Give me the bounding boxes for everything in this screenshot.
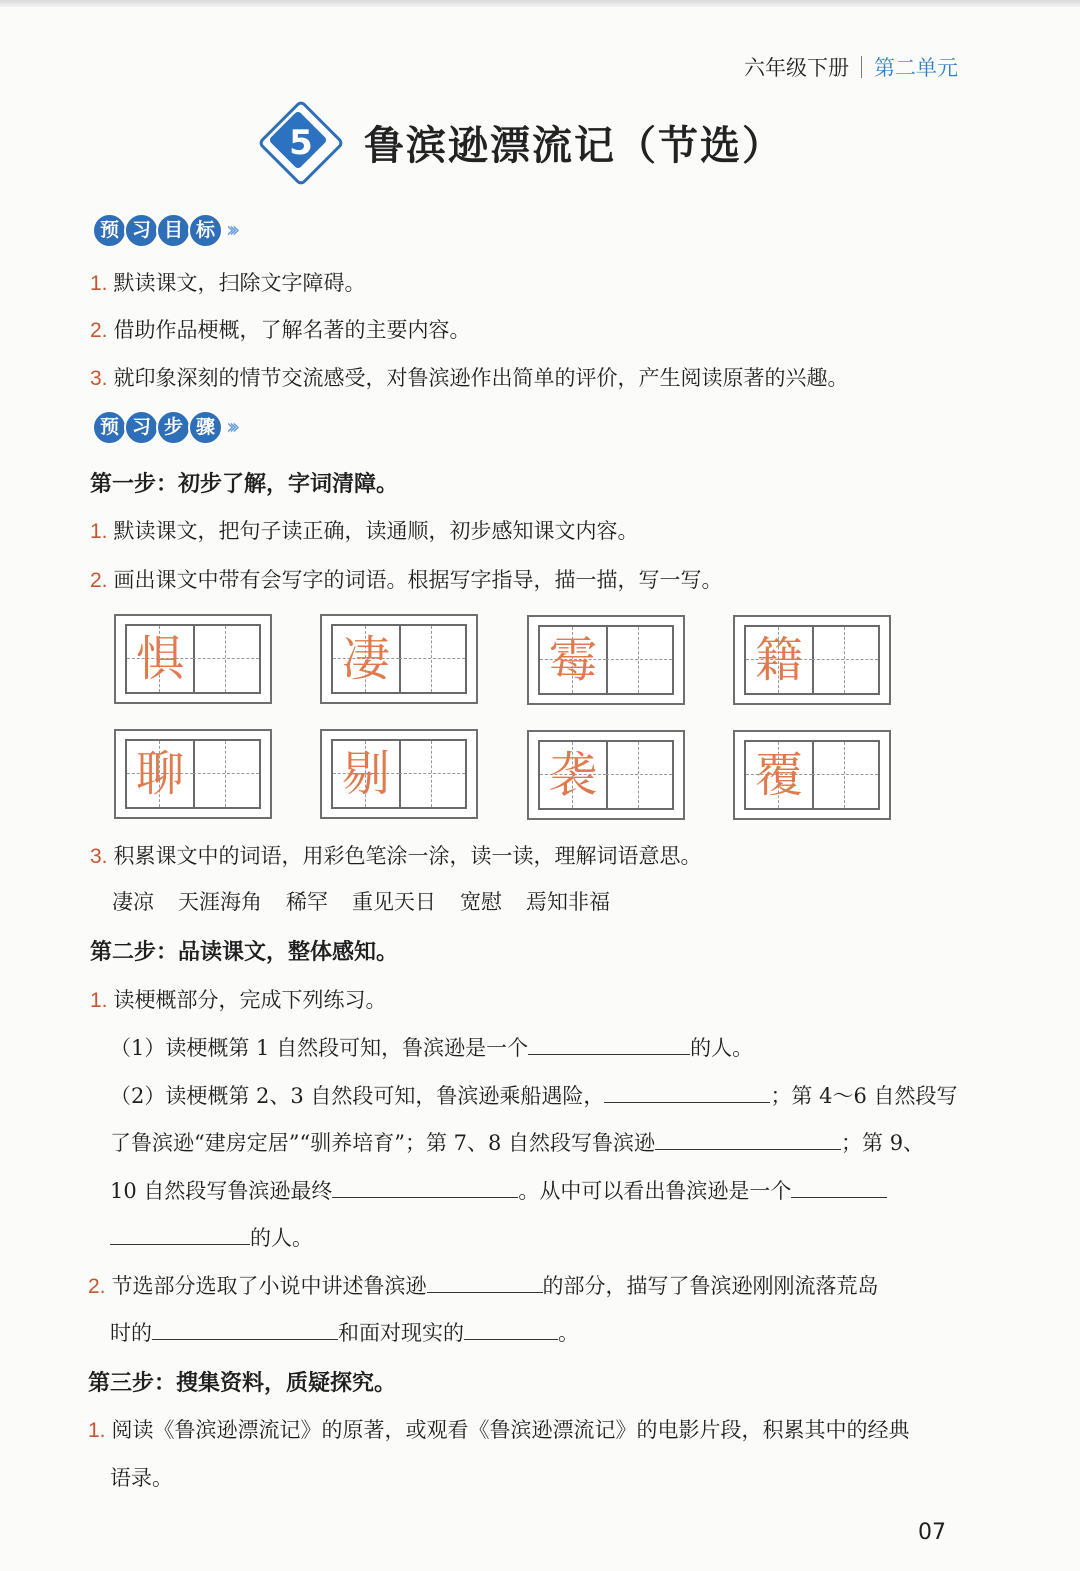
vocab-word[interactable]: 稀罕 — [286, 890, 328, 914]
step2-subquestion-cont: 10 自然段写鲁滨逊最终 。从中可以看出鲁滨逊是一个 — [110, 1175, 887, 1205]
vocabulary-list — [112, 886, 634, 916]
lesson-title: 鲁滨逊漂流记（节选） — [364, 123, 784, 169]
tag-char: 骤 — [188, 410, 223, 445]
double-chevron-right-icon: ››› — [226, 415, 235, 440]
trace-character: 惧 — [135, 631, 184, 687]
step2-question: 1. 读梗概部分，完成下列练习。 — [90, 988, 387, 1012]
tag-char: 习 — [124, 213, 159, 248]
step3-title: 第三步：搜集资料，质疑探究。 — [88, 1371, 397, 1396]
step2-subquestion-cont: 了鲁滨逊“建房定居”“驯养培育”；第 7、8 自然段写鲁滨逊 ；第 9、 — [110, 1131, 925, 1155]
goal-item: 3. 就印象深刻的情节交流感受，对鲁滨逊作出简单的评价，产生阅读原著的兴趣。 — [90, 366, 849, 390]
step2-subquestion: （2）读梗概第 2、3 自然段可知，鲁滨逊乘船遇险， ；第 4～6 自然段写 — [110, 1084, 958, 1108]
step2-subquestion-cont: 的人。 — [110, 1222, 313, 1252]
answer-blank[interactable] — [464, 1319, 558, 1340]
tag-char: 习 — [124, 410, 159, 445]
step1-title: 第一步：初步了解，字词清障。 — [90, 472, 399, 497]
double-chevron-right-icon: ››› — [226, 218, 235, 243]
vocab-word[interactable]: 宽慰 — [460, 890, 502, 914]
tag-char: 步 — [156, 410, 191, 445]
writing-grid[interactable] — [527, 615, 685, 705]
vocab-word[interactable]: 焉知非福 — [526, 890, 610, 914]
trace-character: 籍 — [754, 632, 803, 688]
page-number: 07 — [918, 1520, 946, 1545]
writing-grid[interactable] — [527, 730, 685, 820]
step1-item: 2. 画出课文中带有会写字的词语。根据写字指导，描一描，写一写。 — [90, 568, 723, 592]
tag-char: 预 — [92, 410, 127, 445]
lesson-number-badge — [262, 104, 340, 182]
step1-item: 1. 默读课文，把句子读正确，读通顺，初步感知课文内容。 — [90, 519, 639, 543]
vocab-word[interactable]: 凄凉 — [112, 890, 154, 914]
tag-char: 目 — [156, 213, 191, 248]
writing-grid[interactable] — [114, 729, 272, 819]
trace-character: 覆 — [754, 747, 803, 803]
writing-grid[interactable] — [114, 614, 272, 704]
tag-char: 预 — [92, 213, 127, 248]
tag-char: 标 — [188, 213, 223, 248]
step1-item: 3. 积累课文中的词语，用彩色笔涂一涂，读一读，理解词语意思。 — [90, 844, 702, 868]
unit-label: 第二单元 — [874, 56, 958, 80]
trace-character: 袭 — [548, 747, 597, 803]
answer-blank[interactable] — [427, 1272, 543, 1293]
vocab-word[interactable]: 天涯海角 — [178, 890, 262, 914]
answer-blank[interactable] — [604, 1082, 770, 1103]
step2-question: 2. 节选部分选取了小说中讲述鲁滨逊 的部分，描写了鲁滨逊刚刚流落荒岛 — [88, 1274, 879, 1298]
trace-character: 凄 — [341, 631, 390, 687]
step3-question-cont: 语录。 — [110, 1466, 173, 1490]
vocab-word[interactable]: 重见天日 — [352, 890, 436, 914]
goals-section-tag — [92, 213, 234, 248]
trace-character: 霉 — [548, 632, 597, 688]
page-top-edge — [0, 0, 1080, 7]
answer-blank[interactable] — [110, 1224, 250, 1245]
step2-question-cont: 时的 和面对现实的 。 — [110, 1321, 579, 1345]
lesson-title-block — [262, 100, 784, 185]
goal-item: 1. 默读课文，扫除文字障碍。 — [90, 271, 366, 295]
header-divider — [861, 56, 862, 78]
step3-question: 1. 阅读《鲁滨逊漂流记》的原著，或观看《鲁滨逊漂流记》的电影片段，积累其中的经典 — [88, 1418, 910, 1442]
grade-label: 六年级下册 — [744, 56, 849, 80]
step2-subquestion: （1）读梗概第 1 自然段可知，鲁滨逊是一个 的人。 — [110, 1036, 754, 1060]
goal-item: 2. 借助作品梗概，了解名著的主要内容。 — [90, 318, 471, 342]
lesson-number: 5 — [289, 122, 313, 163]
writing-grid[interactable] — [320, 729, 478, 819]
trace-character: 聊 — [135, 746, 184, 802]
writing-grid[interactable] — [733, 615, 891, 705]
answer-blank[interactable] — [152, 1319, 338, 1340]
answer-blank[interactable] — [791, 1177, 887, 1198]
writing-grid[interactable] — [320, 614, 478, 704]
trace-character: 剔 — [341, 746, 390, 802]
writing-grid[interactable] — [733, 730, 891, 820]
steps-section-tag — [92, 410, 234, 445]
running-header — [744, 52, 958, 82]
answer-blank[interactable] — [655, 1129, 841, 1150]
answer-blank[interactable] — [528, 1034, 690, 1055]
answer-blank[interactable] — [332, 1177, 518, 1198]
step2-title: 第二步：品读课文，整体感知。 — [90, 940, 399, 965]
